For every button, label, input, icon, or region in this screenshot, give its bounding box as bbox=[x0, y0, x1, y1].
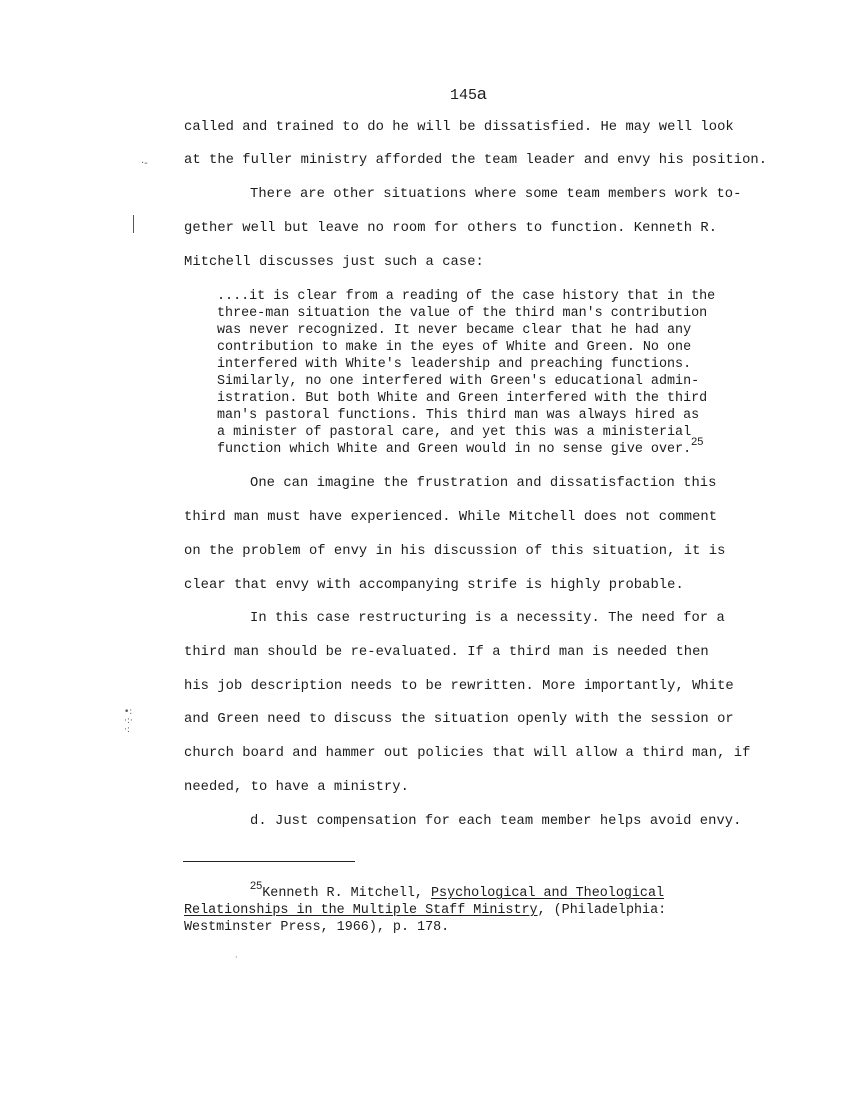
footnote-line bbox=[184, 903, 666, 918]
body-line: Mitchell discusses just such a case: bbox=[184, 255, 484, 270]
body-line: on the problem of envy in his discussion of this situation, it is bbox=[184, 544, 726, 559]
footnote-author: Kenneth R. Mitchell, bbox=[262, 886, 431, 901]
quote-line: Similarly, no one interfered with Green's educational admin- bbox=[217, 374, 700, 389]
body-line: There are other situations where some team members work to- bbox=[250, 187, 742, 202]
quote-line: three-man situation the value of the third man's contribution bbox=[217, 306, 708, 321]
footnote-title: Relationships in the Multiple Staff Ministry bbox=[184, 903, 538, 918]
body-line: church board and hammer out policies that will allow a third man, if bbox=[184, 746, 751, 761]
scan-mark: •: ·:· ·: bbox=[124, 707, 133, 735]
footnote-number: 25 bbox=[250, 880, 263, 892]
quote-line: istration. But both White and Green interfered with the third bbox=[217, 391, 708, 406]
quote-line: contribution to make in the eyes of White and Green. No one bbox=[217, 340, 692, 355]
page-number-suffix: a bbox=[477, 84, 487, 103]
quote-line: was never recognized. It never became clear that he had any bbox=[217, 323, 692, 338]
footnote-title: Psychological and Theological bbox=[431, 886, 665, 901]
body-line: clear that envy with accompanying strife is highly probable. bbox=[184, 578, 684, 593]
scan-mark bbox=[133, 215, 134, 233]
footnote-rule bbox=[183, 861, 355, 862]
quote-line: interfered with White's leadership and preaching functions. bbox=[217, 357, 692, 372]
quote-line: man's pastoral functions. This third man was always hired as bbox=[217, 408, 700, 423]
scan-mark: ·- bbox=[141, 158, 148, 169]
footnote-reference: 25 bbox=[691, 436, 704, 448]
quote-line-text: function which White and Green would in no sense give over. bbox=[217, 442, 692, 457]
body-line: his job description needs to be rewritten. More importantly, White bbox=[184, 679, 734, 694]
page-number-value: 145 bbox=[450, 87, 478, 104]
quote-line: a minister of pastoral care, and yet this was a ministerial bbox=[217, 425, 692, 440]
footnote-line bbox=[250, 880, 665, 901]
body-line: In this case restructuring is a necessity. The need for a bbox=[250, 611, 725, 626]
footnote-publisher-start: , (Philadelphia: bbox=[537, 903, 667, 918]
body-line: gether well but leave no room for others to function. Kenneth R. bbox=[184, 221, 718, 236]
page-number bbox=[450, 84, 486, 104]
body-line: called and trained to do he will be dissatisfied. He may well look bbox=[184, 120, 734, 135]
scan-mark: · bbox=[235, 953, 238, 962]
quote-line bbox=[217, 436, 704, 457]
body-line: at the fuller ministry afforded the team leader and envy his position. bbox=[184, 153, 768, 168]
quote-line: ....it is clear from a reading of the case history that in the bbox=[217, 289, 716, 304]
body-line: third man should be re-evaluated. If a third man is needed then bbox=[184, 645, 709, 660]
body-line: and Green need to discuss the situation openly with the session or bbox=[184, 712, 734, 727]
section-heading-line: d. Just compensation for each team member helps avoid envy. bbox=[250, 814, 742, 829]
footnote-line: Westminster Press, 1966), p. 178. bbox=[184, 920, 450, 935]
body-line: needed, to have a ministry. bbox=[184, 780, 409, 795]
body-line: third man must have experienced. While Mitchell does not comment bbox=[184, 510, 718, 525]
body-line: One can imagine the frustration and dissatisfaction this bbox=[250, 476, 717, 491]
